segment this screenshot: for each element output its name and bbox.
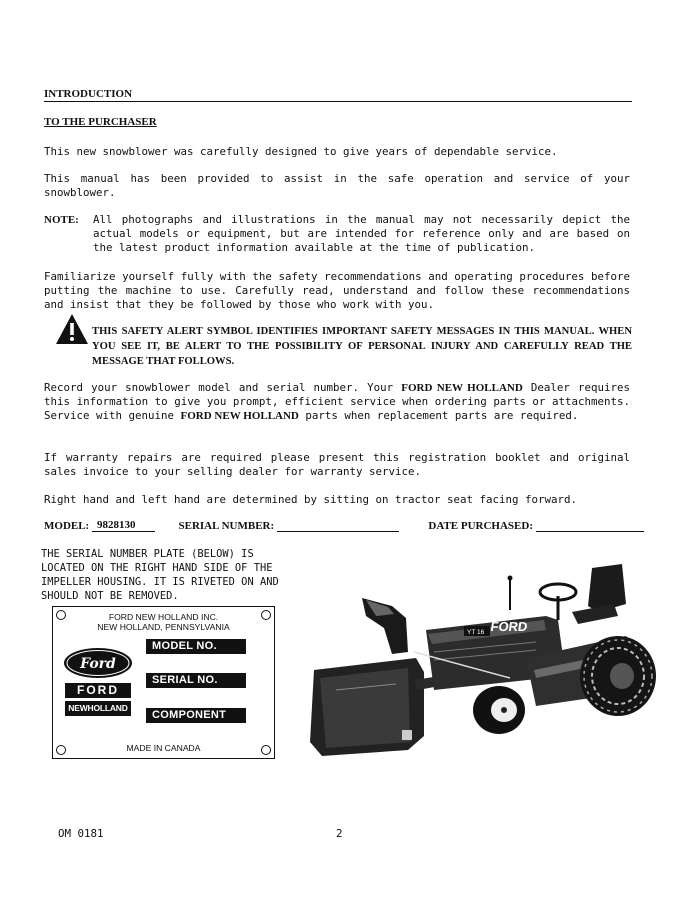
made-in-label: MADE IN CANADA — [126, 743, 201, 753]
brand-name: FORD NEW HOLLAND — [401, 382, 523, 394]
record-paragraph — [44, 381, 630, 424]
note-label: NOTE: — [44, 214, 79, 226]
serial-number-field — [277, 519, 399, 532]
record-text-c: parts when replacement parts are required. — [298, 409, 579, 423]
serial-number-box: SERIAL NO. — [146, 673, 246, 688]
model-value: 9828130 — [92, 519, 155, 532]
newholland-brand-block: NEWHOLLAND — [65, 701, 131, 716]
serial-number-plate — [52, 606, 275, 759]
serial-plate-description: THE SERIAL NUMBER PLATE (BELOW) IS LOCATED ON THE RIGHT HAND SIDE OF THE IMPELLER HOUSING. IT IS RIVETED ON AND SHOULD NOT BE REMOVED. — [41, 548, 279, 602]
component-box: COMPONENT — [146, 708, 246, 723]
hood-badge-text: YT 16 — [467, 629, 485, 636]
safety-alert-message: THIS SAFETY ALERT SYMBOL IDENTIFIES IMPORTANT SAFETY MESSAGES IN THIS MANUAL. WHEN YOU SEE IT, BE ALERT TO THE POSSIBILITY OF PERSONAL INJURY AND CAREFULLY READ THE MESSAGE THAT FOLLOWS. — [92, 326, 632, 367]
note-text: All photographs and illustrations in the manual may not necessarily depict the actual models or equipment, but are intended for reference only and are based on the latest product information available at the time of publication. — [93, 213, 630, 255]
intro-paragraph-1: This new snowblower was carefully designed to give years of dependable service. — [44, 145, 558, 158]
purchaser-heading: TO THE PURCHASER — [44, 116, 157, 128]
serial-number-label: SERIAL NUMBER: — [178, 520, 275, 532]
section-header — [44, 88, 632, 102]
page-number: 2 — [336, 827, 343, 840]
hood-logo-text: FORD — [489, 619, 529, 634]
model-number-box: MODEL NO. — [146, 639, 246, 654]
warranty-paragraph: If warranty repairs are required please present this registration booklet and original sales invoice to your selling dealer for warranty service. — [44, 451, 630, 479]
ford-brand-block: FORD — [65, 683, 131, 698]
plate-company: FORD NEW HOLLAND INC. — [108, 612, 219, 622]
plate-location: NEW HOLLAND, PENNSYLVANIA — [97, 622, 230, 632]
registration-row — [44, 519, 644, 532]
date-purchased-field — [536, 519, 644, 532]
date-purchased-label: DATE PURCHASED: — [428, 520, 533, 532]
section-title: INTRODUCTION — [44, 88, 133, 100]
brand-name: FORD NEW HOLLAND — [180, 410, 299, 423]
record-text-b: Dealer requires this information to give you prompt, efficient service when ordering parts or attachments. Service with genuine — [44, 381, 630, 423]
safety-paragraph: Familiarize yourself fully with the safety recommendations and operating procedures before putting the machine to use. Carefully read, understand and follow these recommendations and insist that they be followed by those who work with you. — [44, 270, 630, 312]
oval-logo-text: Ford — [80, 656, 116, 672]
hand-orientation-paragraph: Right hand and left hand are determined by sitting on tractor seat facing forward. — [44, 493, 578, 506]
model-label: MODEL: — [44, 520, 90, 532]
record-text-a: Record your snowblower model and serial number. Your — [44, 381, 402, 394]
document-code: OM 0181 — [58, 827, 104, 840]
intro-paragraph-2: This manual has been provided to assist in the safe operation and service of your snowblower. — [44, 172, 630, 200]
ford-oval-logo-icon — [63, 647, 133, 679]
tractor-snowblower-photo — [296, 560, 666, 775]
safety-alert-icon — [55, 313, 89, 345]
